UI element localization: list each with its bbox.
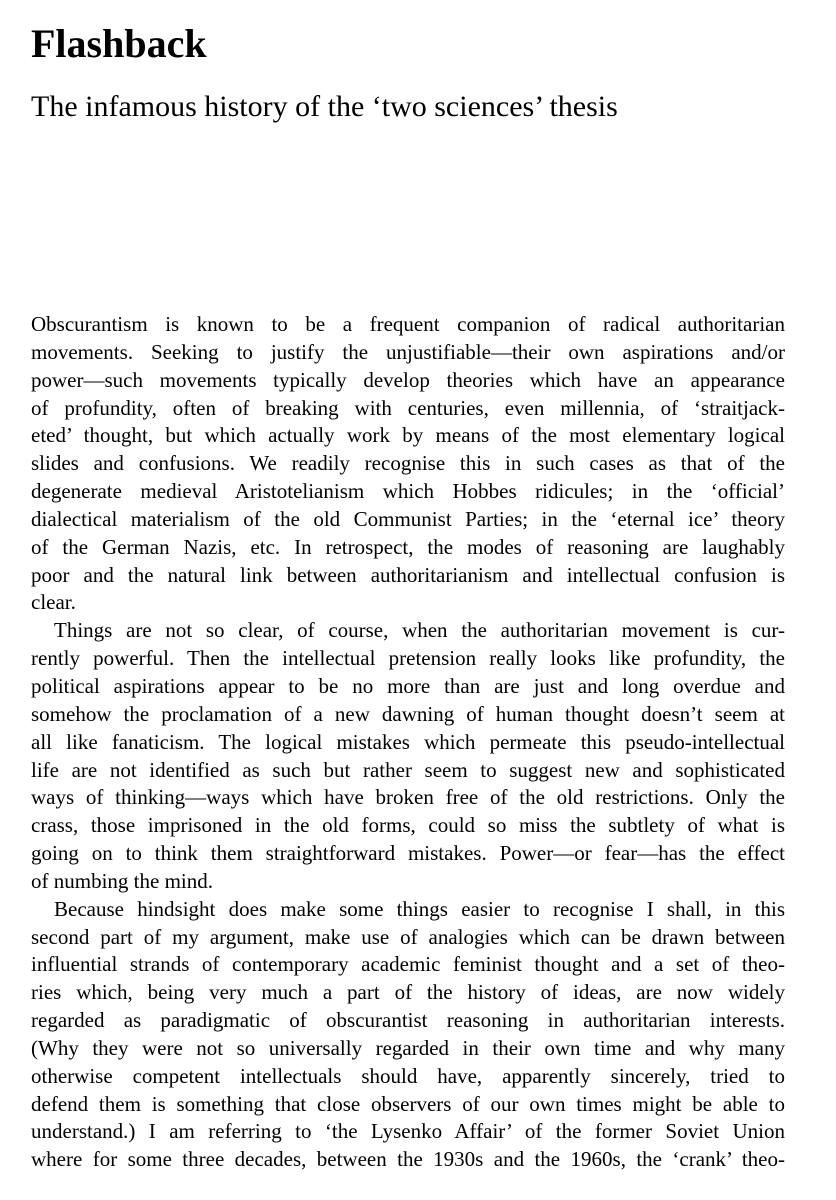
text-line: where for some three decades, between the 1930s and the 1960s, the ‘crank’ theo- [31, 1147, 785, 1172]
text-line: slides and confusions. We readily recognise this in such cases as that of the [31, 451, 785, 476]
text-line: eted’ thought, but which actually work by means of the most elementary logical [31, 423, 785, 448]
text-line: of profundity, often of breaking with centuries, even millennia, of ‘straitjack- [31, 395, 785, 420]
text-line: Things are not so clear, of course, when the authoritarian movement is cur- [54, 618, 785, 643]
text-line: regarded as paradigmatic of obscurantist reasoning in authoritarian interests. [31, 1008, 785, 1033]
text-line: all like fanaticism. The logical mistakes which permeate this pseudo-intellectual [31, 729, 785, 754]
text-line: crass, those imprisoned in the old forms, could so miss the subtlety of what is [31, 813, 785, 838]
text-line: life are not identified as such but rather seem to suggest new and sophisticated [31, 757, 785, 782]
text-line: movements. Seeking to justify the unjustifiable—their own aspirations and/or [31, 339, 785, 364]
chapter-title: The infamous history of the ‘two sciences’ thesis [31, 90, 618, 123]
text-line: Because hindsight does make some things easier to recognise I shall, in this [54, 896, 785, 921]
text-line: of the German Nazis, etc. In retrospect, the modes of reasoning are laughably [31, 534, 785, 559]
text-line: going on to think them straightforward mistakes. Power—or fear—has the effect [31, 841, 785, 866]
text-line: somehow the proclamation of a new dawning of human thought doesn’t seem at [31, 701, 785, 726]
text-line: ways of thinking—ways which have broken free of the old restrictions. Only the [31, 785, 785, 810]
text-line: degenerate medieval Aristotelianism which Hobbes ridicules; in the ‘official’ [31, 479, 785, 504]
text-line: power—such movements typically develop theories which have an appearance [31, 367, 785, 392]
text-line: (Why they were not so universally regarded in their own time and why many [31, 1035, 785, 1060]
text-line: defend them is something that close observers of our own times might be able to [31, 1091, 785, 1116]
text-line: understand.) I am referring to ‘the Lysenko Affair’ of the former Soviet Union [31, 1119, 785, 1144]
text-line: poor and the natural link between authoritarianism and intellectual confusion is [31, 562, 785, 587]
text-line: otherwise competent intellectuals should have, apparently sincerely, tried to [31, 1063, 785, 1088]
text-line: political aspirations appear to be no more than are just and long overdue and [31, 673, 785, 698]
text-line: dialectical materialism of the old Communist Parties; in the ‘eternal ice’ theory [31, 506, 785, 531]
paragraph-2 [31, 617, 785, 895]
chapter-label: Flashback [31, 21, 207, 66]
text-line: clear. [31, 590, 76, 615]
text-line: second part of my argument, make use of analogies which can be drawn between [31, 924, 785, 949]
text-line: ries which, being very much a part of the history of ideas, are now widely [31, 980, 785, 1005]
text-line: influential strands of contemporary academic feminist thought and a set of theo- [31, 952, 785, 977]
text-line: Obscurantism is known to be a frequent companion of radical authoritarian [31, 312, 785, 336]
paragraph-3 [31, 896, 785, 1174]
text-line: rently powerful. Then the intellectual pretension really looks like profundity, the [31, 646, 785, 671]
paragraph-1 [31, 311, 785, 617]
body-text [31, 311, 785, 1174]
text-line: of numbing the mind. [31, 868, 213, 893]
